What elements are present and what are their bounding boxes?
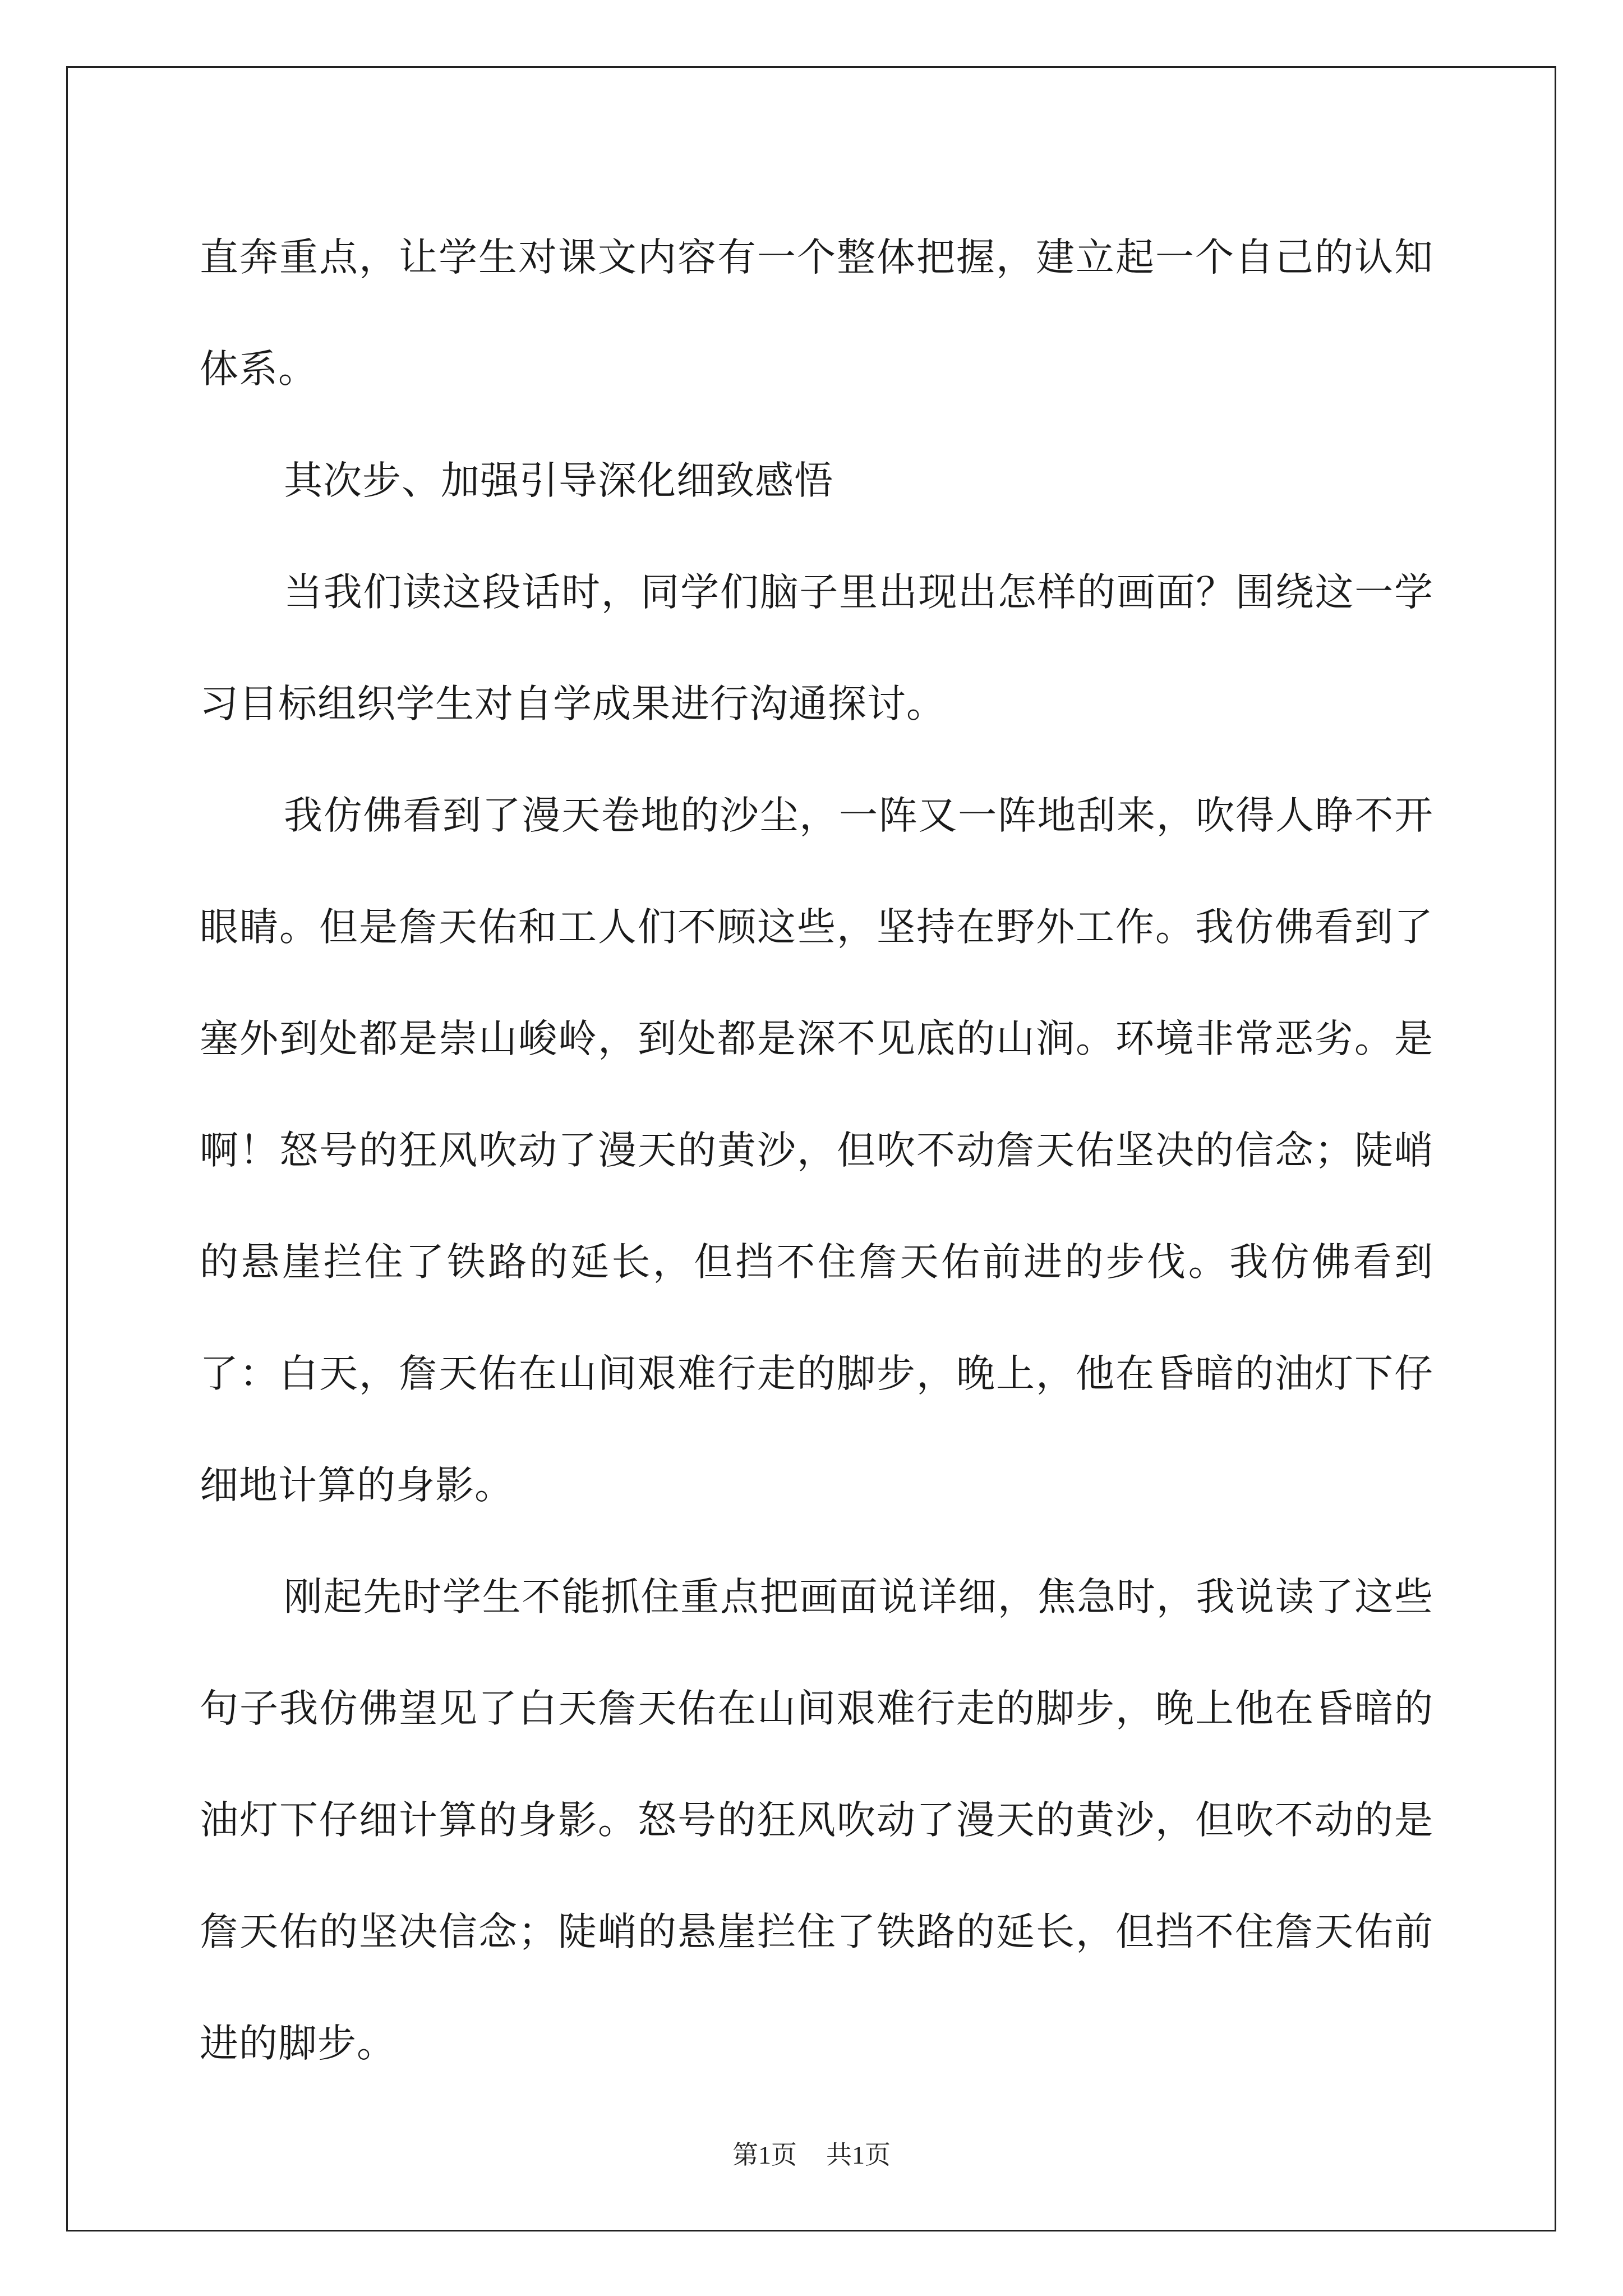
- page-footer: [0, 2134, 1623, 2171]
- document-body: [200, 202, 1433, 2100]
- paragraph-4: 我仿佛看到了漫天卷地的沙尘，一阵又一阵地刮来，吹得人睁不开眼睛。但是詹天佑和工人们不顾这些，坚持在野外工作。我仿佛看到了塞外到处都是崇山峻岭，到处都是深不见底的山涧。环境非常恶劣。是啊！怒号的狂风吹动了漫天的黄沙，但吹不动詹天佑坚决的信念；陡峭的悬崖拦住了铁路的延长，但挡不住詹天佑前进的步伐。我仿佛看到了：白天，詹天佑在山间艰难行走的脚步，晚上，他在昏暗的油灯下仔细地计算的身影。: [200, 793, 1433, 1508]
- page-number-current: 第1页: [732, 2141, 797, 2169]
- page-number-total: 共1页: [826, 2141, 891, 2169]
- paragraph-5: 刚起先时学生不能抓住重点把画面说详细，焦急时，我说读了这些句子我仿佛望见了白天詹天佑在山间艰难行走的脚步，晚上他在昏暗的油灯下仔细计算的身影。怒号的狂风吹动了漫天的黄沙，但吹不动的是詹天佑的坚决信念；陡峭的悬崖拦住了铁路的延长，但挡不住詹天佑前进的脚步。: [200, 1575, 1433, 2066]
- paragraph-1: 直奔重点，让学生对课文内容有一个整体把握，建立起一个自己的认知体系。: [200, 235, 1433, 392]
- paragraph-2-heading: 其次步、加强引导深化细致感悟: [284, 458, 833, 503]
- paragraph-3: 当我们读这段话时，同学们脑子里出现出怎样的画面？围绕这一学习目标组织学生对自学成果进行沟通探讨。: [200, 570, 1433, 726]
